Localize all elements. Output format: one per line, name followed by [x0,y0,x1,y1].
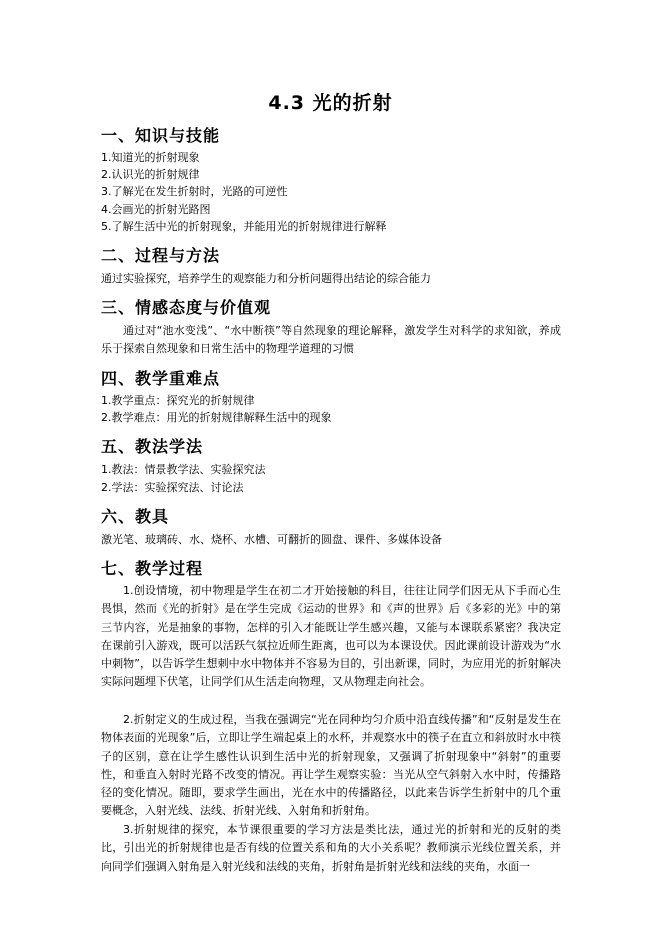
section-heading-teaching-process: 七、教学过程 [101,559,204,578]
list-item: 2.学法：实验探究法、讨论法 [101,481,244,494]
section-text: 激光笔、玻璃砖、水、烧杯、水槽、可翻折的圆盘、课件、多媒体设备 [101,533,442,546]
paragraph: 2.折射定义的生成过程，当我在强调完“光在同种均匀介质中沿直线传播”和“反射是发生在物体表面的光现象”后，立即让学生端起桌上的水杯，并观察水中的筷子在直立和斜放时水中筷子的区别，意在让学生感性认识到生活中光的折射现象，又强调了折射现象中“斜射”的重要性，和垂直入射时光路不改变的情况。再让学生观察实验：当光从空气斜射入水中时，传播路径的变化情况。随即，要求学生画出，光在水中的传播路径，以此来告诉学生折射中的几个重要概念，入射光线、法线、折射光线、入射角和折射角。 [101,713,561,818]
section-heading-process: 二、过程与方法 [101,246,221,265]
section-heading-key-points: 四、教学重难点 [101,369,221,388]
list-item: 5.了解生活中光的折射现象，并能用光的折射规律进行解释 [101,220,387,233]
paragraph: 3.折射规律的探究，本节课很重要的学习方法是类比法，通过光的折射和光的反射的类比，引出光的折射规律也是否有线的位置关系和角的大小关系呢？教师演示光线位置关系，并向同学们强调入射角是入射光线和法线的夹角，折射角是折射光线和法线的夹角，水面一 [101,823,561,873]
list-item: 1.知道光的折射现象 [101,151,200,164]
list-item: 2.认识光的折射规律 [101,168,200,181]
paragraph: 1.创设情境，初中物理是学生在初二才开始接触的科目，往往让同学们因无从下手而心生畏惧，然而《光的折射》是在学生完成《运动的世界》和《声的世界》后《多彩的光》中的第三节内容，光是抽象的事物，怎样的引入才能既让学生感兴趣，又能与本课联系紧密？我决定在课前引入游戏，既可以活跃气氛拉近师生距离，也可以为本课设伏。因此课前设计游戏为“水中刺物”，以告诉学生想刺中水中物体并不容易为目的，引出新课，同时，为应用光的折射解决实际问题埋下伏笔，让同学们从生活走向物理，又从物理走向社会。 [101,584,561,689]
section-heading-teaching-aids: 六、教具 [101,507,170,526]
section-heading-attitude: 三、情感态度与价值观 [101,298,272,317]
section-text: 通过对“池水变浅”、“水中断筷”等自然现象的理论解释，激发学生对科学的求知欲，养成乐于探索自然现象和日常生活中的物理学道理的习惯 [101,324,561,356]
list-item: 1.教法：情景教学法、实验探究法 [101,463,266,476]
list-item: 2.教学难点：用光的折射规律解释生活中的现象 [101,411,332,424]
list-item: 4.会画光的折射光路图 [101,203,211,216]
list-item: 3.了解光在发生折射时，光路的可逆性 [101,185,288,198]
list-item: 1.教学重点：探究光的折射规律 [101,394,255,407]
section-heading-knowledge: 一、知识与技能 [101,126,221,145]
section-heading-methods: 五、教法学法 [101,437,204,456]
page-title: 4.3 光的折射 [268,92,393,114]
section-text: 通过实验探究，培养学生的观察能力和分析问题得出结论的综合能力 [101,272,431,285]
